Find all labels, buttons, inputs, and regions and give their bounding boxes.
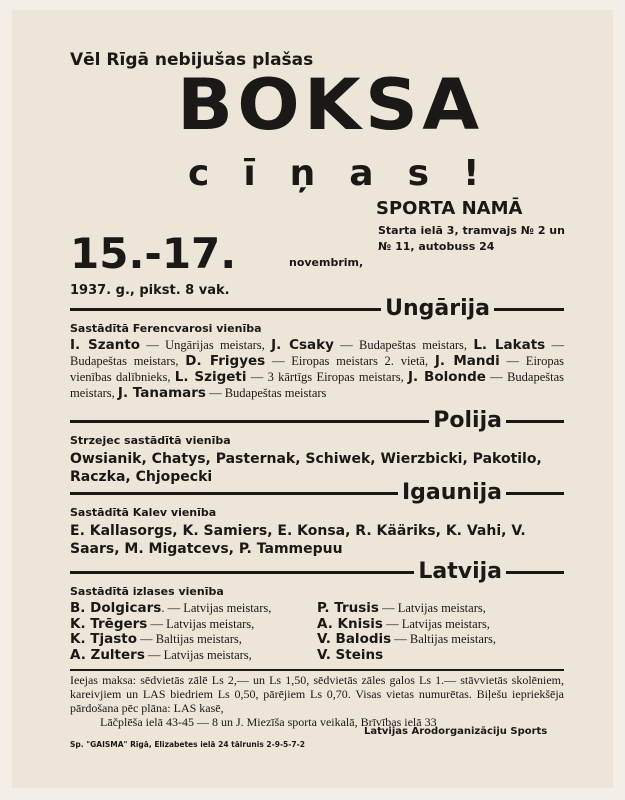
boxer-name: V. Šteins (317, 647, 384, 663)
organizer: Latvijas Arodorganizāciju Sports (364, 726, 548, 737)
roster-row (70, 617, 564, 633)
boxer-title: — Eiropas meistars 2. vietā, (265, 354, 435, 368)
venue: SPORTA NAMĀ (376, 198, 523, 219)
section-header (70, 482, 564, 504)
boxer-title: — Budapeštas meistars, (70, 370, 565, 400)
roster-row (70, 601, 564, 617)
venue-address: Starta ielā 3, tramvajs № 2 un № 11, autobuss 24 (378, 224, 565, 253)
boxer-title: — Baltijas meistars, (391, 632, 497, 646)
country-title: Igaunija (401, 480, 502, 505)
boxer-title: — Latvijas meistars, (382, 616, 490, 631)
section-estonia (70, 482, 564, 558)
boxer-name: A. Zulters (70, 647, 145, 663)
footer-divider (70, 669, 564, 671)
rule-left (70, 571, 414, 574)
section-header (70, 410, 564, 432)
rule-right (494, 308, 564, 311)
rule-right (506, 571, 564, 574)
boxer-name: K. Trēgers (70, 616, 148, 632)
roster-names: E. Kallasorgs, K. Samiers, E. Konsa, R. Kääriks, K. Vahi, V. Saars, M. Migatcevs, P. Tammepuu (70, 523, 526, 557)
ticket-sales: Lāčplēša ielā 43-45 — 8 un J. Miezīša sporta veikalā, Brīvības ielā 33 (100, 715, 437, 729)
boxer-title: — 3 kārtīgs Eiropas meistars, (246, 370, 409, 384)
printer-imprint: Sp. "GAISMA" Rīgā, Elizabetes ielā 24 tālrunis 2-9-5-7-2 (70, 740, 305, 749)
section-header (70, 561, 564, 583)
country-title: Polija (433, 408, 502, 433)
boxer-name: A. Knisis (317, 616, 383, 632)
boxer-title: . — Latvijas meistars, (161, 601, 272, 615)
rule-right (506, 492, 564, 495)
boxer-name: J. Tanamars (117, 385, 206, 401)
boxer-name: B. Dolgicars (70, 601, 162, 616)
boxer-title: — Budapeštas meistars, (333, 338, 474, 352)
event-month: novembrim, (289, 256, 364, 269)
boxer-name: L. Lakats (473, 337, 546, 353)
roster-table (70, 601, 564, 663)
rule-left (70, 492, 398, 495)
rule-right (506, 420, 564, 423)
boxer-name: D. Frigyes (185, 353, 266, 369)
section-hungary (70, 298, 564, 401)
country-title: Ungārija (385, 296, 490, 321)
boxer-name: V. Balodis (317, 632, 392, 647)
boxer-title: — Eiropas vienības dalībnieks, (70, 354, 564, 384)
boxer-name: J. Csaky (271, 337, 334, 353)
country-title: Latvija (418, 559, 502, 584)
roster-text (70, 337, 564, 401)
section-header (70, 298, 564, 320)
boxer-title: — Budapeštas meistars (205, 386, 327, 400)
roster-names: Owsianik, Chatys, Pasternak, Schiwek, Wierzbicki, Pakotilo, Raczka, Chjopecki (70, 451, 542, 485)
title: BOKSA (177, 64, 484, 146)
boxer-name: P. Trusis (317, 601, 379, 616)
team-name: Sastādītā izlases vienība (70, 585, 224, 598)
event-year-time: 1937. g., pikst. 8 vak. (70, 283, 230, 298)
boxer-name: L. Szigeti (174, 369, 247, 385)
boxer-title: — Budapeštas meistars, (70, 338, 564, 368)
team-name: Strzejec sastādītā vienība (70, 434, 231, 447)
poster (12, 10, 613, 788)
roster-row (70, 648, 564, 664)
section-latvia (70, 561, 564, 663)
boxer-title: — Latvijas meistars, (147, 616, 255, 631)
boxer-name: J. Mandi (434, 353, 500, 369)
boxer-title: — Latvijas meistars, (144, 647, 252, 662)
boxer-title: — Baltijas meistars, (137, 632, 242, 646)
rule-left (70, 308, 381, 311)
subtitle: cīņas! (188, 153, 514, 194)
team-name: Sastādītā Kalev vienība (70, 506, 217, 519)
ticket-prices: Ieejas maksa: sēdvietās zālē Ls 2,— un Ls 1,50, sēdvietās zāles galos Ls 1.— stāvvietās skolēniem, kareivjiem un LAS biedriem Ls 0,50, pārējiem Ls 0,70. Visas vietas numurētas. Biļešu iepriekšēja pārdošana pēc plāna: LAS kasē, (70, 673, 564, 715)
boxer-name: K. Tjasto (70, 632, 137, 647)
section-poland (70, 410, 564, 486)
boxer-name: J. Bolonde (408, 369, 486, 385)
ticket-info (70, 673, 564, 729)
boxer-title: — Latvijas meistars, (378, 601, 486, 615)
roster-row (70, 632, 564, 648)
boxer-name: I. Szanto (70, 337, 141, 353)
event-dates: 15.-17. (70, 229, 237, 278)
boxer-title: — Ungārijas meistars, (140, 338, 272, 352)
team-name: Sastādītā Ferencvarosi vienība (70, 322, 262, 335)
rule-left (70, 420, 429, 423)
headline: Vēl Rīgā nebijušas plašas (70, 50, 314, 70)
